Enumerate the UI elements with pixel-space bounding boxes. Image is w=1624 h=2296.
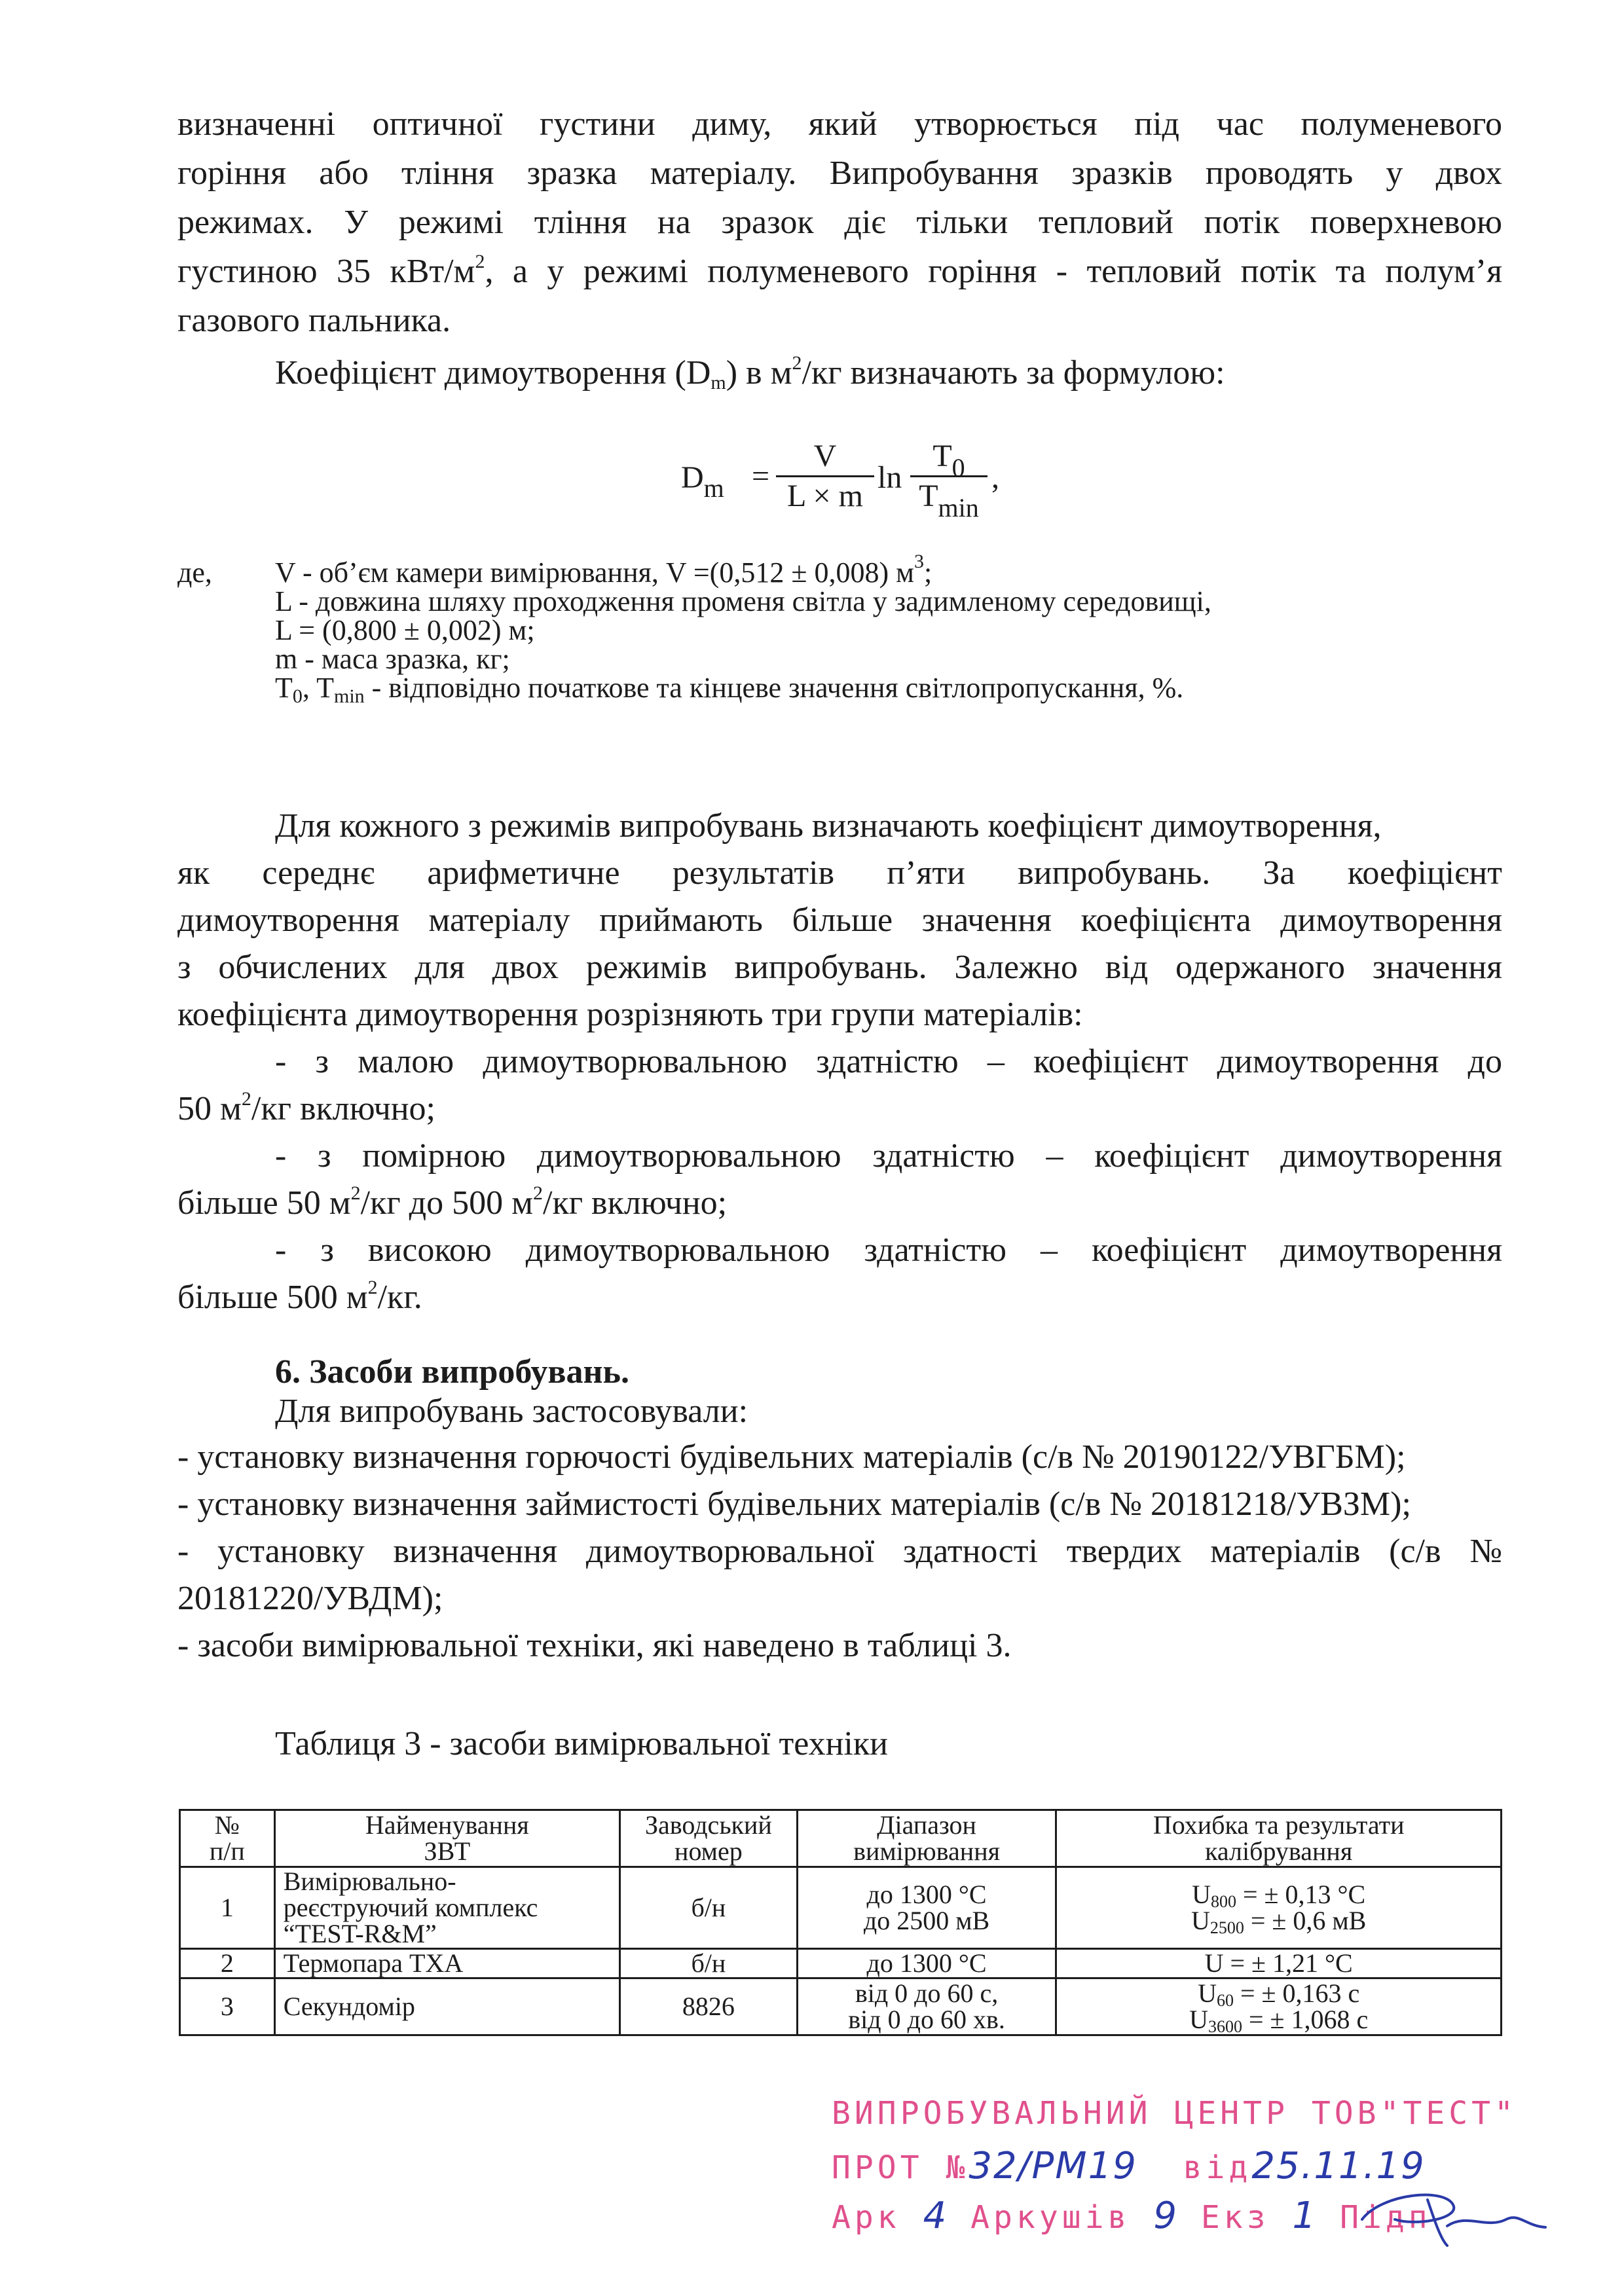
body-line: режимах. У режимі тління на зразок діє тільки тепловий потік поверхневою [177, 204, 1502, 241]
cell-text: = ± 1,068 с [1242, 2005, 1369, 2034]
cell-text: = ± 0,6 мВ [1244, 1906, 1367, 1935]
cell-range [797, 1978, 1056, 2035]
header-text: п/п [209, 1836, 245, 1866]
cell-calibration [1056, 1949, 1502, 1978]
handwritten-protocol-number: 32/РМ19 [969, 2145, 1137, 2187]
body-line: димоутворення матеріалу приймають більше значення коефіцієнта димоутворення [177, 902, 1502, 939]
cell-text: до 2500 мВ [863, 1906, 990, 1935]
text-fragment: ; [923, 556, 932, 589]
text-fragment: /кг. [377, 1279, 422, 1316]
text-fragment: , T [302, 672, 334, 704]
group-low-line [177, 1089, 1502, 1129]
formula-equals: = [752, 459, 770, 494]
equipment-item: - установку визначення займистості будівельних матеріалів (с/в № 20181218/УВЗМ); [177, 1485, 1411, 1523]
equipment-item: - установку визначення горючості будівельних матеріалів (с/в № 20190122/УВГБМ); [177, 1438, 1406, 1476]
stamp-text: Аркушів [970, 2199, 1131, 2236]
handwritten-date: 25.11.19 [1251, 2145, 1426, 2187]
text-fragment: /кг до 500 м [360, 1184, 534, 1222]
table-row [180, 1867, 1502, 1949]
body-line: визначенні оптичної густини диму, який утворюється під час полуменевого [177, 105, 1502, 143]
subscript: 800 [1211, 1892, 1236, 1911]
cell-text: = ± 0,13 °С [1236, 1880, 1366, 1909]
body-line: коефіцієнта димоутворення розрізняють три групи матеріалів: [177, 996, 1083, 1033]
where-item-l-value: L = (0,800 ± 0,002) м; [275, 614, 535, 646]
text-fragment: D [681, 460, 704, 495]
group-high-line: - з високою димоутворювальною здатністю – коефіцієнт димоутворення [275, 1231, 1502, 1269]
stamp-text: ПРОТ № [832, 2149, 969, 2186]
text-fragment: /кг включно; [543, 1184, 728, 1222]
cell-text: U [1192, 1880, 1211, 1909]
cell-text: реєструючий комплекс [283, 1893, 538, 1922]
where-label: де, [177, 556, 212, 589]
cell-name: Термопара ТХА [274, 1949, 619, 1978]
header-text: вимірювання [853, 1836, 1001, 1866]
fraction-volume [776, 437, 874, 515]
handwritten-value: 9 [1153, 2195, 1178, 2237]
fraction-transmittance [910, 437, 987, 522]
subscript: 3600 [1208, 2017, 1242, 2036]
superscript: 2 [792, 352, 802, 374]
text-fragment: /кг включно; [251, 1090, 436, 1127]
handwritten-value: 1 [1292, 2195, 1318, 2237]
cell-serial: б/н [619, 1949, 797, 1978]
header-text: Діапазон [877, 1810, 976, 1840]
subscript: 0 [951, 453, 965, 483]
stamp-text: Екз [1200, 2199, 1270, 2236]
cell-no: 3 [180, 1978, 275, 2035]
table-caption: Таблиця 3 - засоби вимірювальної техніки [275, 1725, 888, 1762]
cell-calibration [1056, 1867, 1502, 1949]
subscript: m [710, 372, 726, 393]
subscript: 0 [292, 685, 303, 707]
equipment-item: - установку визначення димоутворювальної здатності твердих матеріалів (с/в № [177, 1533, 1502, 1570]
section-intro: Для випробувань застосовували: [275, 1393, 748, 1430]
cell-name: Секундомір [274, 1978, 619, 2035]
header-serial [619, 1810, 797, 1867]
table-row [180, 1949, 1502, 1978]
body-line: з обчислених для двох режимів випробувань. Залежно від одержаного значення [177, 949, 1502, 986]
text-fragment: 50 м [177, 1090, 242, 1127]
stamp-text: Підп [1340, 2199, 1431, 2236]
test-center-stamp [832, 2095, 1552, 2252]
stamp-line-2 [832, 2145, 1426, 2187]
superscript: 2 [533, 1182, 544, 1204]
body-line [177, 252, 1502, 291]
text-fragment: Коефіцієнт димоутворення (D [275, 354, 711, 392]
body-line: газового пальника. [177, 302, 451, 339]
header-text: Найменування [365, 1810, 529, 1840]
signature-icon [1356, 2180, 1552, 2252]
group-low-line: - з малою димоутворювальною здатністю – коефіцієнт димоутворення до [275, 1043, 1502, 1080]
equipment-item: 20181220/УВДМ); [177, 1580, 443, 1617]
cell-text: U [1189, 2005, 1208, 2034]
subscript: min [333, 685, 365, 707]
text-fragment: T [932, 439, 952, 473]
header-text: калібрування [1205, 1836, 1353, 1866]
cell-text: U [1204, 1948, 1224, 1978]
table-row [180, 1978, 1502, 2035]
denominator: L × m [787, 479, 863, 513]
superscript: 2 [475, 252, 485, 272]
text-fragment: ) в м [726, 354, 792, 392]
stamp-line-3 [832, 2195, 1431, 2237]
where-item-m: m - маса зразка, кг; [275, 643, 510, 675]
cell-text: = ± 1,21 °С [1223, 1948, 1353, 1978]
cell-serial: 8826 [619, 1978, 797, 2035]
header-text: Похибка та результати [1153, 1810, 1405, 1840]
header-text: № [214, 1810, 240, 1840]
superscript: 3 [913, 551, 924, 572]
where-item-t [275, 672, 1502, 707]
stamp-text: Арк [832, 2199, 900, 2236]
group-high-line [177, 1278, 1502, 1317]
section-heading: 6. Засоби випробувань. [275, 1353, 629, 1391]
subscript: m [703, 473, 724, 503]
cell-no: 1 [180, 1867, 275, 1949]
header-text: Заводський [644, 1810, 772, 1840]
where-item-v [275, 551, 1502, 589]
smoke-coefficient-formula [681, 419, 1022, 537]
formula-lhs [681, 460, 724, 503]
cell-calibration [1056, 1978, 1502, 2035]
header-text: ЗВТ [424, 1836, 471, 1866]
cell-text: U [1190, 1906, 1210, 1935]
cell-text: від 0 до 60 с, [855, 1978, 999, 2008]
numerator [910, 437, 987, 483]
stamp-text: від [1183, 2149, 1252, 2186]
equipment-item: - засоби вимірювальної техніки, які наведено в таблиці 3. [177, 1627, 1012, 1664]
text-fragment: T [275, 672, 293, 704]
text-fragment: більше 50 м [177, 1184, 351, 1222]
group-moderate-line: - з помірною димоутворювальною здатністю – коефіцієнт димоутворення [275, 1137, 1502, 1175]
text-fragment: більше 500 м [177, 1279, 368, 1316]
text-fragment: - відповідно початкове та кінцеве значення світлопропускання, %. [364, 672, 1184, 704]
cell-text: = ± 0,163 с [1233, 1978, 1360, 2008]
formula-comma: , [991, 460, 999, 495]
text-fragment: , а у режимі полуменевого горіння - тепловий потік та полум’я [485, 253, 1502, 290]
text-fragment: T [919, 479, 938, 513]
cell-no: 2 [180, 1949, 275, 1978]
header-name [274, 1810, 619, 1867]
cell-serial: б/н [619, 1867, 797, 1949]
text-fragment: V - об’єм камери вимірювання, V =(0,512 ± 0,008) м [275, 556, 914, 589]
handwritten-value: 4 [923, 2195, 948, 2237]
formula-ln: ln [877, 460, 902, 495]
cell-text: від 0 до 60 хв. [848, 2005, 1005, 2034]
equipment-table [179, 1809, 1502, 2036]
subscript: min [938, 493, 979, 522]
body-line: горіння або тління зразка матеріалу. Випробування зразків проводять у двох [177, 155, 1502, 192]
header-range [797, 1810, 1056, 1867]
formula-intro [275, 354, 1502, 393]
cell-range [797, 1867, 1056, 1949]
table-header-row [180, 1810, 1502, 1867]
numerator: V [813, 439, 837, 473]
cell-text: U [1198, 1978, 1217, 2008]
body-line: як середнє арифметичне результатів п’яти випробувань. За коефіцієнт [177, 854, 1502, 892]
header-no [180, 1810, 275, 1867]
subscript: 60 [1216, 1991, 1234, 2010]
header-calibration [1056, 1810, 1502, 1867]
text-fragment: /кг визначають за формулою: [802, 354, 1225, 392]
superscript: 2 [367, 1277, 378, 1298]
stamp-line-1: ВИПРОБУВАЛЬНИЙ ЦЕНТР ТОВ"ТЕСТ" [832, 2095, 1517, 2132]
cell-text: Вимірювально- [283, 1867, 456, 1896]
text-fragment: густиною 35 кВт/м [177, 253, 475, 290]
subscript: 2500 [1209, 1918, 1244, 1937]
group-moderate-line [177, 1184, 1502, 1223]
cell-range: до 1300 °С [797, 1949, 1056, 1978]
cell-text: до 1300 °С [866, 1880, 987, 1909]
where-item-l: L - довжина шляху проходження променя світла у задимленому середовищі, [275, 585, 1211, 617]
denominator [910, 477, 987, 522]
cell-text: “TEST-R&M” [283, 1919, 437, 1948]
body-line: Для кожного з режимів випробувань визначають коефіцієнт димоутворення, [275, 807, 1382, 845]
header-text: номер [674, 1836, 743, 1866]
cell-name [274, 1867, 619, 1949]
superscript: 2 [350, 1182, 361, 1204]
superscript: 2 [241, 1088, 251, 1110]
